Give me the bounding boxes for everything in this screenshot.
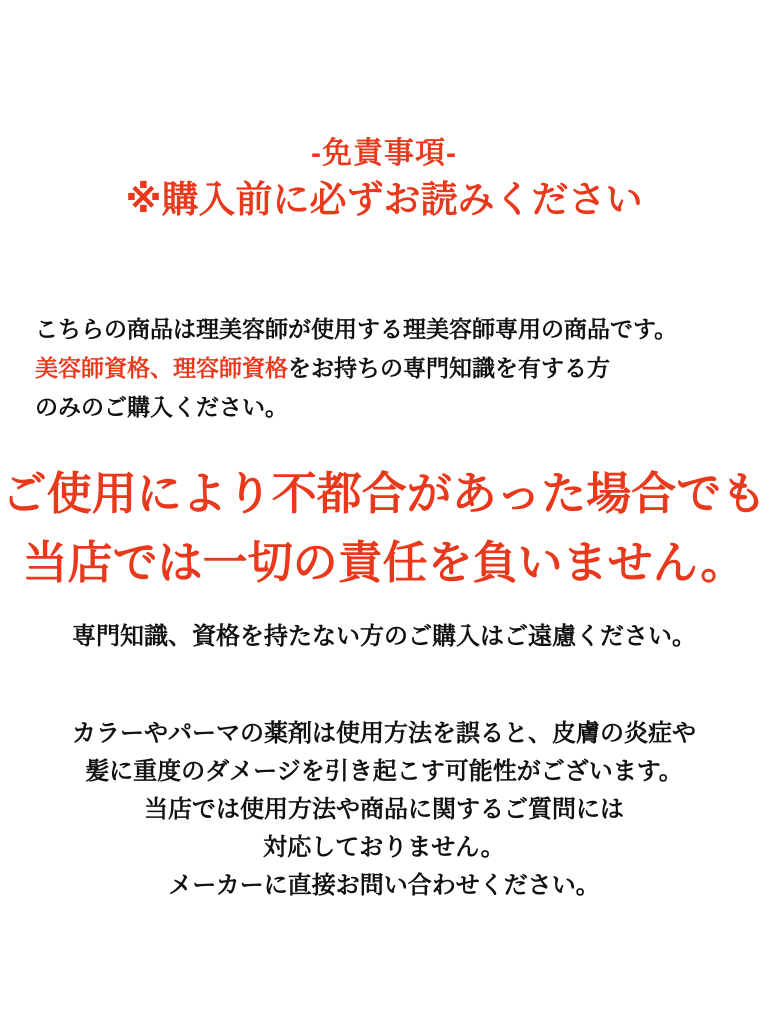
usage-notes-line-4: 対応しておりません。: [263, 834, 505, 861]
usage-notes-line-5: メーカーに直接お問い合わせください。: [168, 872, 600, 899]
disclaimer-subtitle: ※購入前に必ずお読みください: [125, 179, 643, 220]
liability-warning: [0, 459, 768, 597]
usage-notes-line-3: 当店では使用方法や商品に関するご質問には: [144, 796, 624, 823]
usage-notes-line-2: 髪に重度のダメージを引き起こす可能性がございます。: [85, 758, 683, 785]
intro-line-2-rest: をお持ちの専門知識を有する方: [288, 355, 610, 381]
intro-line-1: こちらの商品は理美容師が使用する理美容師専用の商品です。: [35, 316, 678, 342]
intro-line-2-qualifications-highlight: 美容師資格、理容師資格: [35, 355, 288, 381]
usage-notes-paragraph: [0, 715, 768, 905]
disclaimer-header: [0, 0, 768, 226]
liability-warning-line-1: ご使用により不都合があった場合でも: [1, 468, 767, 519]
disclaimer-title: -免責事項-: [311, 137, 457, 170]
intro-paragraph: [0, 310, 768, 427]
intro-line-2: [35, 349, 748, 388]
liability-warning-line-2: 当店では一切の責任を負いません。: [22, 537, 746, 588]
purchase-restriction-note: 専門知識、資格を持たない方のご購入はご遠慮ください。: [72, 623, 696, 650]
usage-notes-line-1: カラーやパーマの薬剤は使用方法を誤ると、皮膚の炎症や: [72, 720, 696, 747]
intro-line-3: のみのご購入ください。: [35, 394, 288, 420]
